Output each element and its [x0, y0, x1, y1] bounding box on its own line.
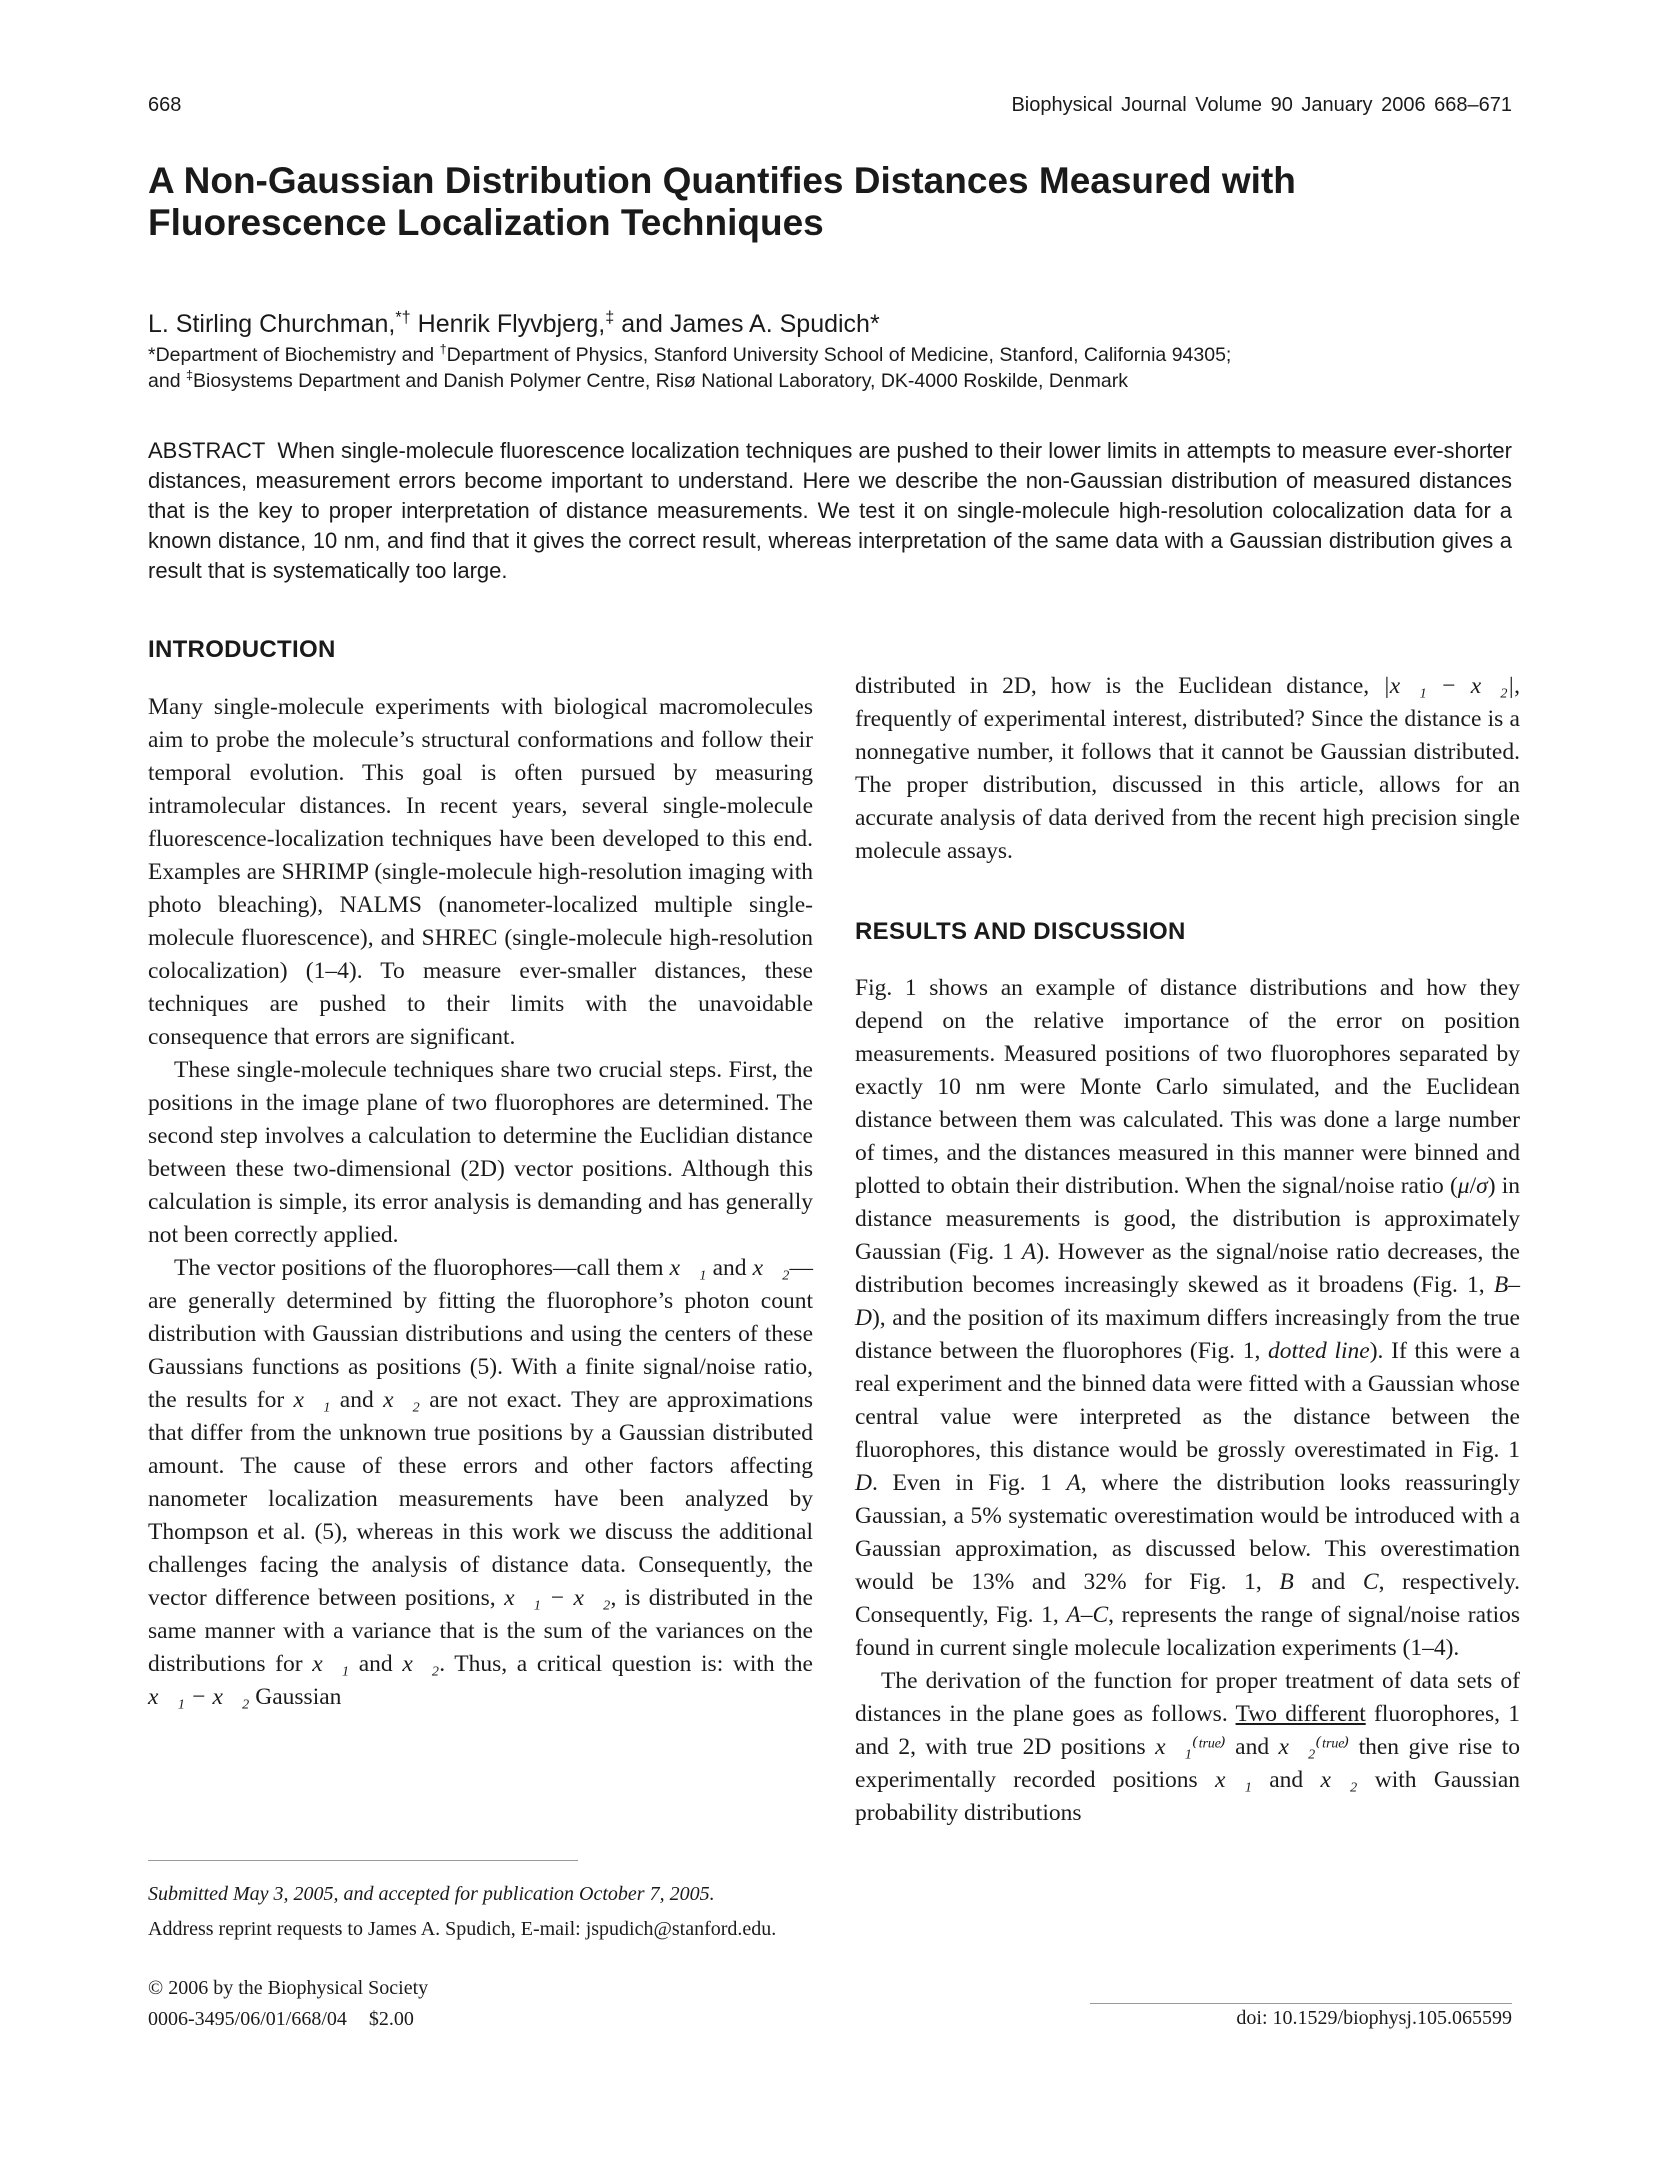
article-price: $2.00: [368, 2008, 414, 2030]
paragraph-text: /: [1469, 1173, 1477, 1199]
affiliation-text: Department of Physics, Stanford University School of Medicine, Stanford, California 94305;: [446, 344, 1232, 366]
doi-divider: [1090, 2003, 1512, 2004]
figure-annotation-ref: dotted line: [1268, 1338, 1370, 1364]
journal-info: Biophysical Journal Volume 90 January 2006 668–671: [1011, 94, 1512, 116]
left-column: [148, 636, 813, 1714]
paragraph-text: fluorophores, 1 and 2, with true 2D positions: [855, 1701, 1520, 1760]
paragraph-text: The derivation of the function for proper treatment of data sets of distances in the plane goes as follows.: [855, 1668, 1520, 1727]
affiliations: [148, 342, 1528, 394]
paragraph-text: , respectively. Consequently, Fig. 1,: [855, 1569, 1520, 1628]
author-spudich: and James A. Spudich*: [614, 310, 880, 338]
copyright-notice: © 2006 by the Biophysical Society: [148, 1977, 429, 1999]
vector-x2: x⃗₂: [752, 1255, 790, 1281]
author-flyvbjerg: Henrik Flyvbjerg,: [410, 310, 606, 338]
intro-paragraph-1: Many single-molecule experiments with biological macromolecules aim to probe the molecule’s structural conformations and follow their temporal evolution. This goal is often pursued by measuring intramolecular distances. In recent years, several single-molecule fluorescence-localization techniques have been developed to this end. Examples are SHRIMP (single-molecule high-resolution imaging with photo bleaching), NALMS (nanometer-localized multiple single-molecule fluorescence), and SHREC (single-molecule high-resolution colocalization) (1–4). To measure ever-smaller distances, these techniques are pushed to their limits with the unavoidable consequence that errors are significant.: [148, 694, 813, 1050]
issn-code: 0006-3495/06/01/668/04: [148, 2008, 347, 2030]
paragraph-text: and: [706, 1255, 753, 1281]
vector-x2: x⃗₂: [1320, 1767, 1358, 1793]
results-heading: RESULTS AND DISCUSSION: [855, 918, 1186, 945]
author-churchman-mark: *†: [395, 308, 411, 327]
paragraph-text: Fig. 1 shows an example of distance distributions and how they depend on the relative importance of the error on position measurements. Measured positions of two fluorophores separated by exactly 10 nm were Monte Carlo simulated, and the Euclidean distance between them was calculated. This was done a large number of times, and the distances measured in this manner were binned and plotted to obtain their distribution. When the signal/noise ratio (: [855, 975, 1520, 1199]
author-flyvbjerg-mark: ‡: [605, 308, 615, 327]
results-paragraph-2: [855, 1665, 1520, 1830]
right-column: [855, 670, 1520, 1830]
author-list: [148, 310, 880, 339]
author-churchman: L. Stirling Churchman,: [148, 310, 396, 338]
vector-difference: x⃗₁ − x⃗₂: [148, 1684, 250, 1710]
doi-link[interactable]: doi: 10.1529/biophysj.105.065599: [1236, 2007, 1512, 2029]
paragraph-text: and: [1225, 1734, 1279, 1760]
figure-panel-ref: A: [1021, 1239, 1037, 1265]
affiliation-mark: †: [439, 342, 447, 357]
figure-panel-ref: A–C: [1066, 1602, 1109, 1628]
paragraph-text: . Even in Fig. 1: [871, 1470, 1067, 1496]
vector-x2: x⃗₂: [402, 1651, 440, 1677]
paragraph-text: then give rise to experimentally recorded positions: [855, 1734, 1520, 1793]
figure-panel-ref: C: [1362, 1569, 1379, 1595]
vector-x2: x⃗₂: [383, 1387, 420, 1413]
vector-x2-true: x⃗₂⁽ᵗʳᵘᵉ⁾: [1278, 1734, 1350, 1760]
vector-x1: x⃗₁: [669, 1255, 707, 1281]
abstract: [148, 436, 1512, 586]
figure-panel-ref: B–D: [855, 1272, 1520, 1331]
symbol-sigma: σ: [1476, 1173, 1488, 1199]
submission-note: Submitted May 3, 2005, and accepted for publication October 7, 2005.: [148, 1883, 715, 1905]
figure-panel-ref: A: [1066, 1470, 1081, 1496]
abstract-label: ABSTRACT: [148, 438, 266, 463]
vector-x1: x⃗₁: [293, 1387, 331, 1413]
paragraph-text: . Thus, a critical question is: with the: [439, 1651, 813, 1677]
paragraph-text: , is distributed in the same manner with a variance that is the sum of the variances on the distributions for: [148, 1585, 813, 1677]
vector-difference: x⃗₁ − x⃗₂: [504, 1585, 611, 1611]
footnote-divider: [148, 1860, 578, 1861]
intro-paragraph-2: These single-molecule techniques share two crucial steps. First, the positions in the image plane of two fluorophores are determined. The second step involves a calculation to determine the Euclidian distance between these two-dimensional (2D) vector positions. Although this calculation is simple, its error analysis is demanding and has generally not been correctly applied.: [148, 1057, 813, 1248]
affiliation-mark: ‡: [185, 368, 193, 383]
underlined-text: Two different: [1235, 1701, 1366, 1727]
affiliation-line-1: [148, 342, 1528, 368]
symbol-mu: μ: [1457, 1173, 1470, 1199]
vector-x1: x⃗₁: [312, 1651, 350, 1677]
euclidean-distance: |x⃗₁ − x⃗₂|: [1383, 673, 1515, 699]
vector-x1: x⃗₁: [1215, 1767, 1252, 1793]
paragraph-text: and: [349, 1651, 403, 1677]
paragraph-text: and: [1293, 1569, 1363, 1595]
paragraph-text: ). However as the signal/noise ratio decreases, the distribution becomes increasingly skewed as it broadens (Fig. 1,: [855, 1239, 1520, 1298]
continued-paragraph: [855, 670, 1520, 868]
abstract-text: When single-molecule fluorescence localization techniques are pushed to their lower limits in attempts to measure ever-shorter distances, measurement errors become important to understand. Here we describe the non-Gaussian distribution of measured distances that is the key to proper interpretation of distance measurements. We test it on single-molecule high-resolution colocalization data for a known distance, 10 nm, and find that it gives the correct result, whereas interpretation of the same data with a Gaussian distribution gives a result that is systematically too large.: [148, 438, 1512, 583]
paragraph-text: ), and the position of its maximum differs increasingly from the true distance between the fluorophores (Fig. 1,: [855, 1305, 1520, 1364]
affiliation-text: *Department of Biochemistry and: [148, 344, 440, 366]
paragraph-text: and: [330, 1387, 384, 1413]
paragraph-text: —are generally determined by fitting the fluorophore’s photon count distribution with Gaussian distributions and using the centers of these Gaussians functions as positions (5). With a finite signal/noise ratio, the results for: [148, 1255, 813, 1413]
affiliation-line-2: [148, 368, 1528, 394]
reprint-address: Address reprint requests to James A. Spudich, E-mail: jspudich@stanford.edu.: [148, 1918, 777, 1940]
paragraph-text: ). If this were a real experiment and the binned data were fitted with a Gaussian whose central value were interpreted as the distance between the fluorophores, this distance would be grossly overestimated in Fig. 1: [855, 1338, 1520, 1463]
results-paragraph-1: [855, 972, 1520, 1665]
page-number: 668: [148, 94, 182, 116]
paragraph-text: distributed in 2D, how is the Euclidean distance,: [855, 673, 1384, 699]
paragraph-text: Gaussian: [249, 1684, 342, 1710]
intro-paragraph-3: [148, 1252, 813, 1714]
affiliation-text: and: [148, 370, 186, 392]
paragraph-text: , represents the range of signal/noise ratios found in current single molecule localization experiments (1–4).: [855, 1602, 1521, 1661]
paragraph-text: , where the distribution looks reassuringly Gaussian, a 5% systematic overestimation would be introduced with a Gaussian approximation, as discussed below. This overestimation would be 13% and 32% for Fig. 1,: [855, 1470, 1520, 1595]
issn-line: [148, 2007, 813, 2032]
affiliation-text: Biosystems Department and Danish Polymer Centre, Risø National Laboratory, DK-4000 Roskilde, Denmark: [193, 370, 1128, 392]
figure-panel-ref: D: [855, 1470, 872, 1496]
paragraph-text: , frequently of experimental interest, distributed? Since the distance is a nonnegative number, it follows that it cannot be Gaussian distributed. The proper distribution, discussed in this article, allows for an accurate analysis of data derived from the recent high precision single molecule assays.: [855, 673, 1520, 864]
paragraph-text: with Gaussian probability distributions: [855, 1767, 1521, 1826]
paragraph-text: The vector positions of the fluorophores—call them: [174, 1255, 670, 1281]
article-title: A Non-Gaussian Distribution Quantifies Distances Measured with Fluorescence Localization Techniques: [148, 160, 1296, 243]
vector-x1-true: x⃗₁⁽ᵗʳᵘᵉ⁾: [1155, 1734, 1226, 1760]
introduction-heading: INTRODUCTION: [148, 636, 336, 663]
figure-panel-ref: B: [1279, 1569, 1294, 1595]
paragraph-text: ) in distance measurements is good, the distribution is approximately Gaussian (Fig. 1: [855, 1173, 1520, 1265]
paragraph-text: and: [1251, 1767, 1321, 1793]
paragraph-text: are not exact. They are approximations that differ from the unknown true positions by a Gaussian distributed amount. The cause of these errors and other factors affecting nanometer localization measurements have been analyzed by Thompson et al. (5), whereas in this work we discuss the additional challenges facing the analysis of distance data. Consequently, the vector difference between positions,: [148, 1387, 813, 1611]
